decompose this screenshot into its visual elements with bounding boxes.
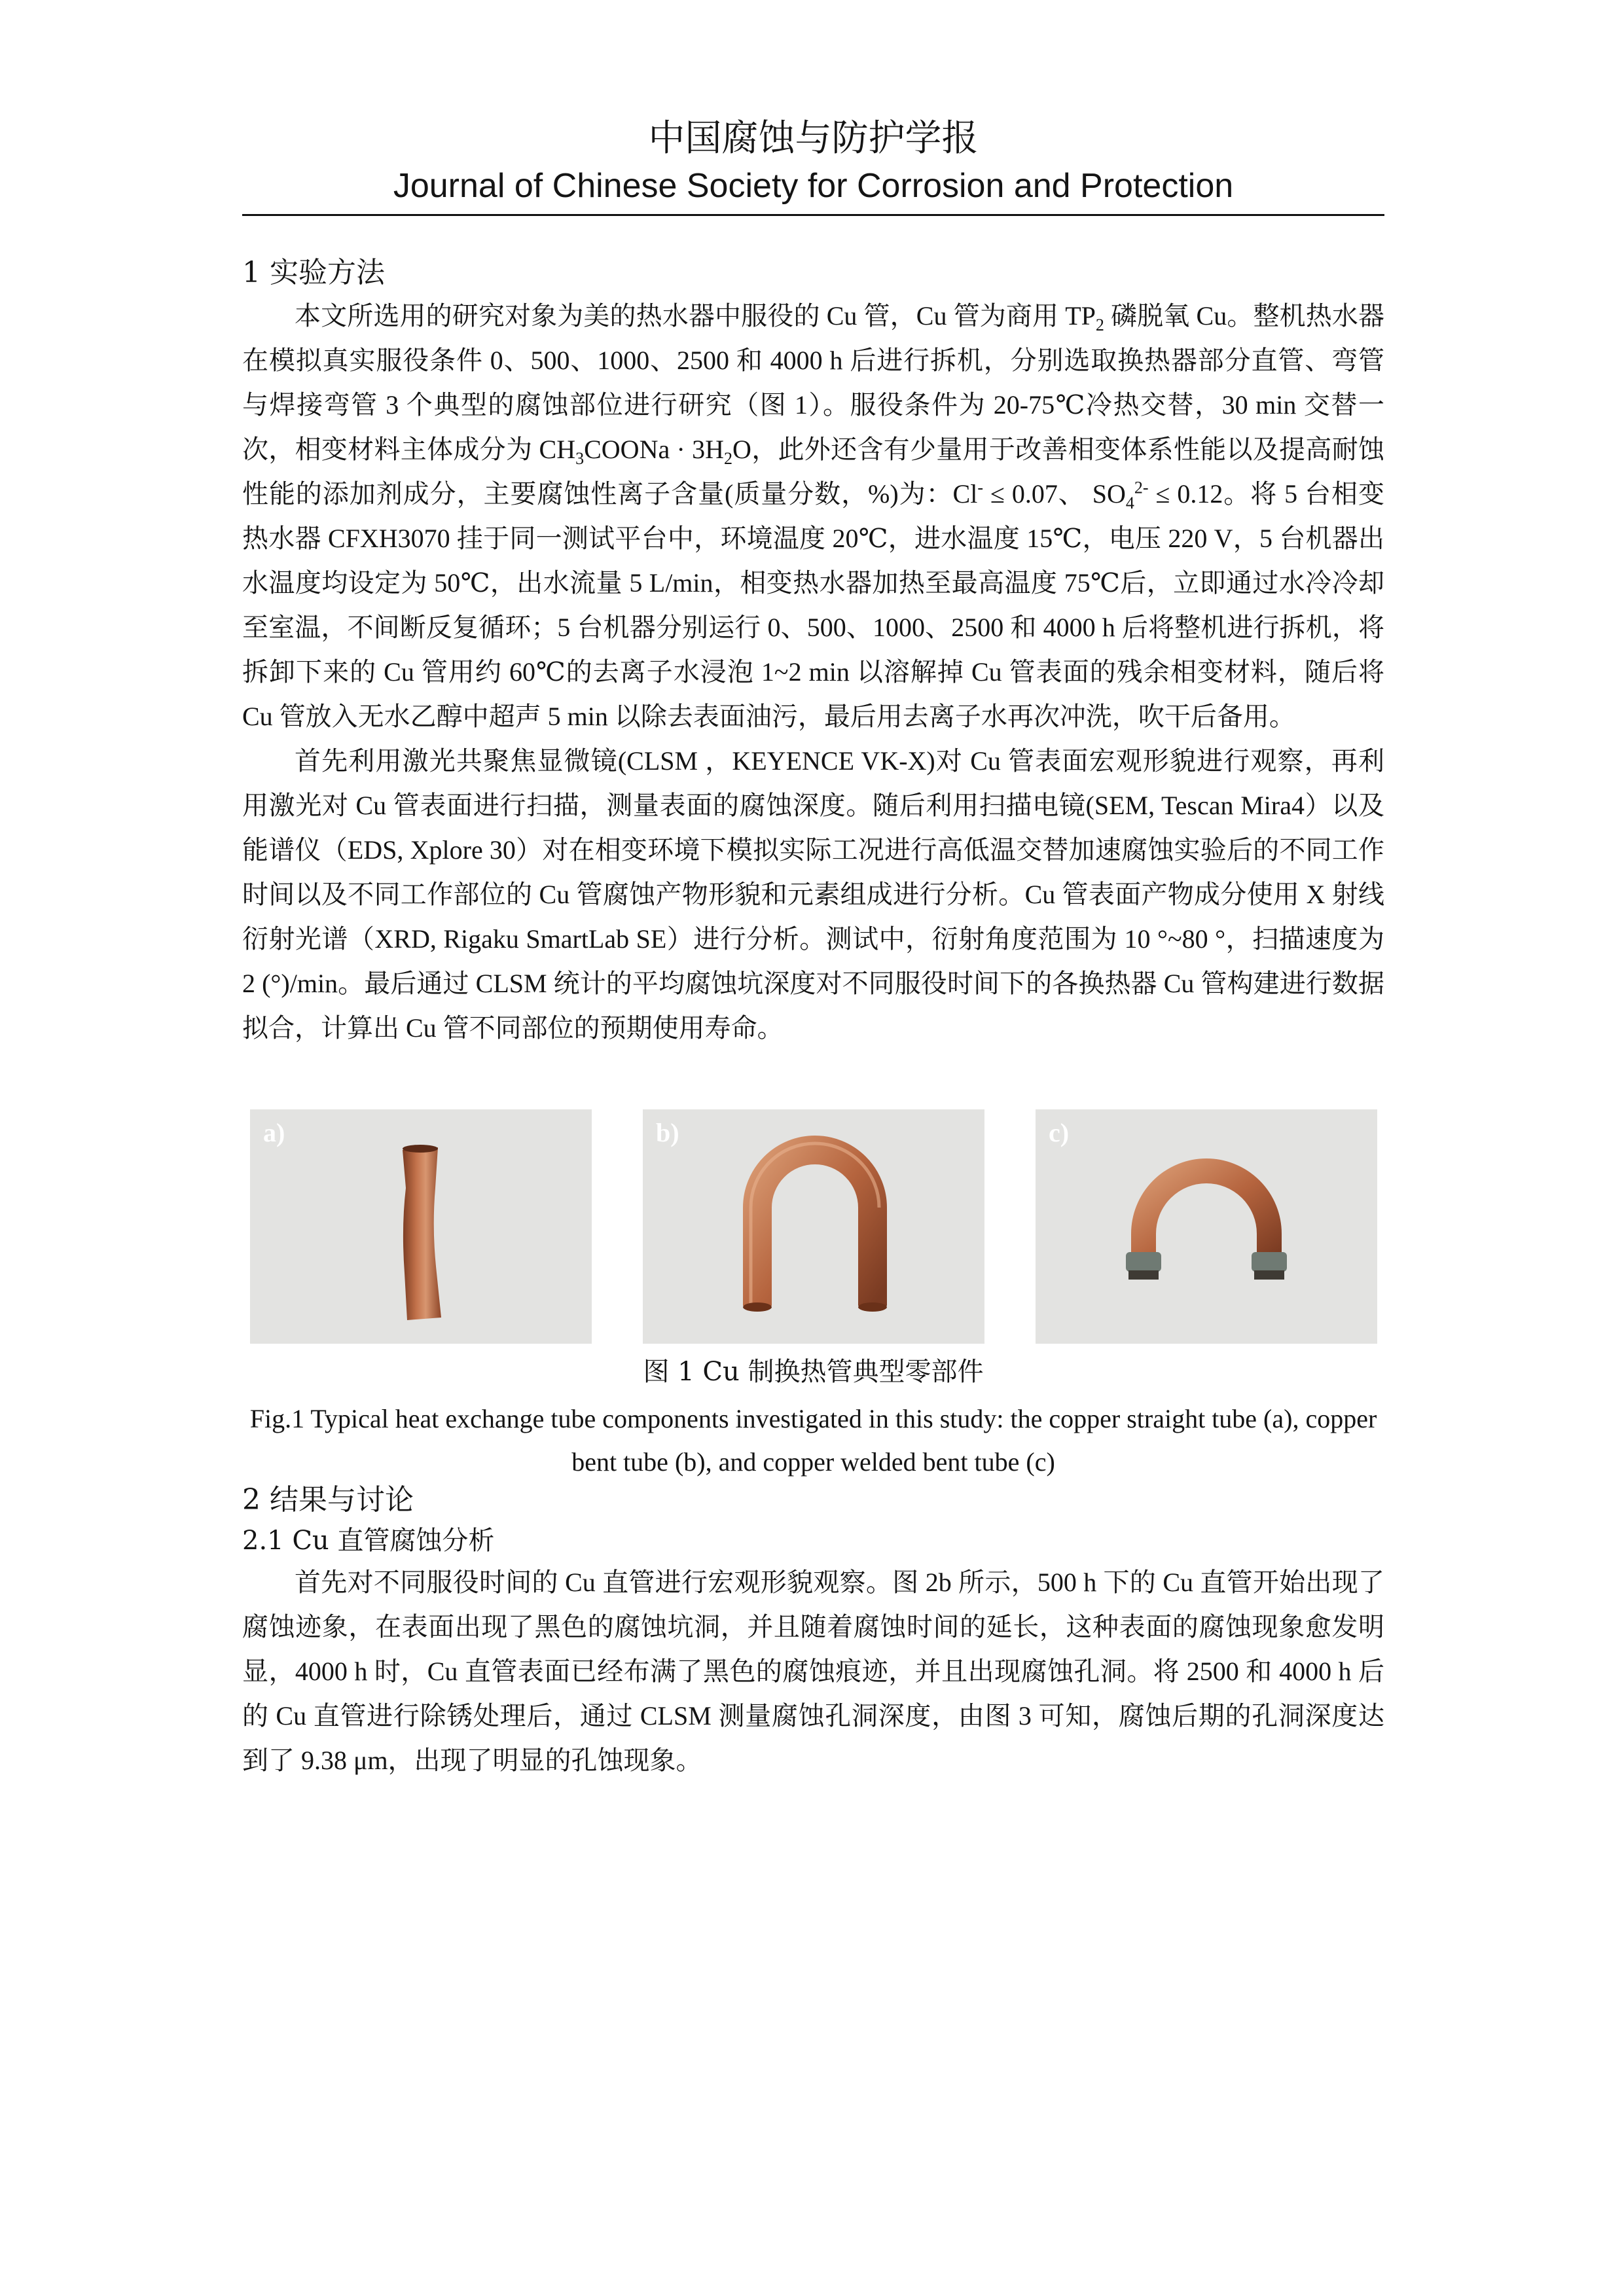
- welded-bent-tube-illustration: [1036, 1109, 1377, 1344]
- panel-label: a): [263, 1118, 285, 1147]
- photo-welded-bent-tube: [1036, 1109, 1377, 1344]
- figure-caption-en: Fig.1 Typical heat exchange tube components investigated in this study: the copper straight tube (a), copper bent tube (b), and copper welded bent tube (c): [249, 1404, 1377, 1477]
- figure-caption-cn: 图 1 Cu 制换热管典型零部件: [643, 1357, 984, 1387]
- journal-header: [242, 115, 1384, 209]
- panel-label: c): [1049, 1118, 1070, 1147]
- bent-tube-illustration: [643, 1109, 984, 1344]
- panel-label: b): [656, 1118, 679, 1147]
- journal-title-cn: 中国腐蚀与防护学报: [648, 117, 979, 160]
- results-paragraph-1: 首先对不同服役时间的 Cu 直管进行宏观形貌观察。图 2b 所示，500 h 下的 Cu 直管开始出现了腐蚀迹象，在表面出现了黑色的腐蚀坑洞，并且随着腐蚀时间的延长，这种表面的腐蚀现象愈发明显，4000 h 时，Cu 直管表面已经布满了黑色的腐蚀痕迹，并且出现腐蚀孔洞。将 2500 和 4000 h 后的 Cu 直管进行除锈处理后，通过 CLSM 测量腐蚀孔洞深度，由图 3 可知，腐蚀后期的孔洞深度达到了 9.38 μm，出现了明显的孔蚀现象。: [242, 1568, 1384, 1775]
- section-heading: 2 结果与讨论: [242, 1483, 414, 1516]
- subsection-heading: 2.1 Cu 直管腐蚀分析: [242, 1526, 495, 1556]
- straight-tube-illustration: [250, 1109, 592, 1344]
- section-heading: 1 实验方法: [242, 256, 385, 289]
- photo-straight-tube: [250, 1109, 592, 1344]
- methods-paragraph-2: 首先利用激光共聚焦显微镜(CLSM ，KEYENCE VK-X)对 Cu 管表面宏观形貌进行观察，再利用激光对 Cu 管表面进行扫描，测量表面的腐蚀深度。随后利用扫描电镜(SEM, Tescan Mira4）以及能谱仪（EDS, Xplore 30）对在相变环境下模拟实际工况进行高低温交替加速腐蚀实验后的不同工作时间以及不同工作部位的 Cu 管腐蚀产物形貌和元素组成进行分析。Cu 管表面产物成分使用 X 射线衍射光谱（XRD, Rigaku SmartLab SE）进行分析。测试中，衍射角度范围为 10 °~80 °，扫描速度为 2 (°)/min。最后通过 CLSM 统计的平均腐蚀坑深度对不同服役时间下的各换热器 Cu 管构建进行数据拟合，计算出 Cu 管不同部位的预期使用寿命。: [242, 746, 1384, 1043]
- figure-1: [250, 1109, 1377, 1345]
- journal-title-en: Journal of Chinese Society for Corrosion and Protection: [393, 167, 1234, 205]
- section-methods: [242, 252, 1384, 1050]
- photo-bent-tube: [643, 1109, 984, 1344]
- methods-paragraph-1: 本文所选用的研究对象为美的热水器中服役的 Cu 管，Cu 管为商用 $TP_2$ 磷脱氧 Cu。整机热水器在模拟真实服役条件 0、500、1000、2500 和 4000 h 后进行拆机，分别选取换热器部分直管、弯管与焊接弯管 3 个典型的腐蚀部位进行研究（图 1）。服役条件为 20-75℃冷热交替，30 min 交替一次，相变材料主体成分为 $CH_3COONa \cdot 3H_2O$，此外还含有少量用于改善相变体系性能以及提高耐蚀性能的添加剂成分，主要腐蚀性离子含量(质量分数，%)为：Cl- ≤ 0.07、 $SO_4^{2-} \le 0.12$。将 5 台相变热水器 CFXH3070 挂于同一测试平台中，环境温度 20℃，进水温度 15℃，电压 220 V，5 台机器出水温度均设定为 50℃，出水流量 5 L/min，相变热水器加热至最高温度 75℃后，立即通过水冷冷却至室温，不间断反复循环；5 台机器分别运行 0、500、1000、2500 和 4000 h 后将整机进行拆机，将拆卸下来的 Cu 管用约 60℃的去离子水浸泡 1~2 min 以溶解掉 Cu 管表面的残余相变材料，随后将 Cu 管放入无水乙醇中超声 5 min 以除去表面油污，最后用去离子水再次冲洗，吹干后备用。: [242, 301, 1384, 731]
- header-rule: [242, 214, 1384, 216]
- section-results: [242, 1479, 1384, 1783]
